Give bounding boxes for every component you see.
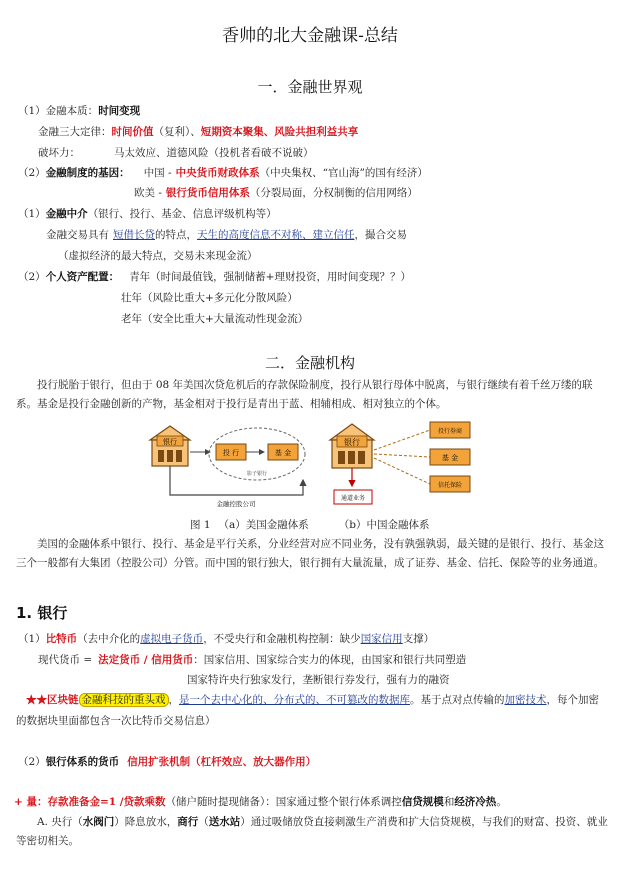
term-reserve-ratio: + 量：存款准备金=1 /贷款乘数	[14, 796, 166, 808]
text: 的特点，	[155, 229, 197, 241]
system: 中央货币财政体系	[175, 167, 260, 179]
text: 。	[496, 796, 507, 808]
term-blockchain: ★★区块链	[26, 694, 79, 706]
cn-channel-label: 通道业务	[340, 495, 366, 502]
term-water-valve: 水阀门	[82, 816, 115, 828]
label: （2）	[18, 271, 46, 283]
law-capital: 短期资本聚集、风险共担利益共享	[200, 126, 359, 138]
term-water-station: 送水站	[208, 816, 241, 828]
label: 金融三大定律：	[38, 126, 112, 138]
text: ：国家信用、国家综合实力的体现，由国家和银行共同塑造	[193, 654, 467, 666]
us-fund-label: 基 金	[274, 449, 292, 457]
section-heading-worldview: 一．金融世界观	[257, 78, 363, 96]
line-asset-young	[18, 270, 411, 284]
us-bank-label: 银行	[163, 438, 177, 446]
term-fiat-credit: 法定货币 / 信用货币	[98, 654, 194, 666]
link-national-credit[interactable]: 国家信用	[360, 633, 403, 645]
note: 青年（时间最值钱，强制储蓄+理财投资，用时间变现？？）	[129, 271, 411, 283]
page-title: 香帅的北大金融课-总结	[222, 26, 398, 46]
line-destructive	[38, 146, 314, 160]
label-bold: 金融中介	[45, 208, 88, 220]
text: 支撑）	[402, 633, 435, 645]
region: 中国 -	[143, 167, 172, 179]
paragraph-investment-banks: 投行脱胎于银行，但由于 08 年美国次贷危机后的存款保险制度，投行从银行母体中脱离，与银行继续有着千丝万缕的联系。基金是投行金融创新的产物，基金相对于投行是青出于蓝、相辅相成、相对独立的个体。	[16, 379, 593, 410]
cn-link-trust	[374, 430, 430, 450]
line-asset-middle: 壮年（风险比重大+多元化分散风险）	[121, 292, 298, 304]
cn-trust-label: 投行券商	[437, 428, 463, 435]
link-virtual-currency[interactable]: 虚拟电子货币	[140, 633, 204, 645]
line-modern-currency	[38, 653, 466, 667]
text: ）通过吸储放贷直接刺激生产消费和扩大信贷规模，与我们的财富、投资、就业等密切相关。	[16, 816, 608, 847]
note: （中央集权、“官山海”的国有经济）	[259, 167, 428, 179]
system: 银行货币信用体系	[165, 187, 250, 199]
line-central-bank: 国家特许央行独家发行，垄断银行券发行，强有力的融资	[187, 674, 450, 686]
line-gene-cn	[18, 166, 428, 180]
text: （去中介化的	[77, 633, 141, 645]
us-holding-label: 金融控股公司	[216, 500, 256, 508]
term-credit-scale: 信贷规模	[401, 796, 444, 808]
line-intermediary	[18, 207, 277, 221]
term-economy-temp: 经济冷热	[454, 796, 497, 808]
term-commercial-bank: 商行	[177, 816, 199, 828]
label: 破坏力：	[38, 147, 80, 159]
cn-insur-label: 信托保险	[437, 482, 463, 489]
line-transaction	[46, 228, 407, 242]
line-blockchain-cont: 的数据块里面都包含一次比特币交易信息）	[16, 715, 216, 727]
text: 和	[443, 796, 455, 808]
line-virtual: （虚拟经济的最大特点，交易未来现金流）	[58, 250, 258, 262]
value: 时间变现	[98, 105, 141, 117]
link-database[interactable]: 是一个去中心化的、分布式的、不可篡改的数据库	[179, 694, 410, 706]
cn-bank-icon	[330, 424, 374, 468]
value: 马太效应、道德风险（投机者看破不说破）	[114, 147, 314, 159]
line-three-laws	[38, 125, 358, 139]
label-bold: 金融制度的基因：	[45, 167, 130, 179]
link-info-asymmetry[interactable]: 天生的高度信息不对称、建立信任	[197, 229, 355, 241]
note: （银行、投行、基金、信息评级机构等）	[87, 208, 277, 220]
figure-financial-systems	[140, 420, 480, 518]
line-gene-eu	[134, 186, 418, 200]
us-bank-icon	[150, 426, 190, 466]
note: （分裂局面，分权制衡的信用网络）	[249, 187, 418, 199]
line-credit-expansion	[18, 755, 316, 769]
line-bitcoin	[18, 632, 434, 646]
cn-fund-label: 基 金	[441, 454, 459, 462]
note: （复利）、	[153, 126, 201, 138]
link-encryption[interactable]: 加密技术	[504, 694, 547, 706]
label: （1）金融本质：	[18, 105, 99, 117]
paragraph-central-bank	[16, 813, 608, 851]
paragraph-us-vs-cn: 美国的金融体系中银行、投行、基金是平行关系，分业经营对应不同业务，没有孰强孰弱，最关键的是银行、投行、基金这三个一般都有大集团（控股公司）分管。而中国的银行独大，银行拥有大量流量，成了证券、基金、信托、保险等的业务通道。	[16, 538, 604, 569]
caption-number: 图 1	[190, 519, 211, 531]
region: 欧美 -	[134, 187, 162, 199]
section-heading-institutions: 二．金融机构	[264, 354, 355, 372]
term-credit-mechanism: 信用扩张机制（杠杆效应、放大器作用）	[127, 756, 317, 768]
line-blockchain	[26, 693, 599, 707]
line-asset-old: 老年（安全比重大+大量流动性现金流）	[121, 313, 309, 325]
caption-a: （a）美国金融体系	[218, 519, 309, 531]
text: 。基于点对点传输的	[410, 694, 505, 706]
cn-bank-label: 银行	[344, 438, 360, 447]
figure-caption	[190, 518, 430, 532]
label: （1）	[18, 633, 46, 645]
label: （2）	[18, 167, 46, 179]
caption-b: （b）中国金融体系	[338, 519, 430, 531]
text: ，	[168, 694, 179, 706]
text: ，每个加密	[546, 694, 599, 706]
cn-link-insur	[374, 458, 430, 484]
section-heading-bank: 1. 银行	[16, 604, 68, 622]
label: （2）	[18, 756, 46, 768]
text: ）降息放水，	[114, 816, 178, 828]
us-shadow-label: 影子银行	[246, 471, 268, 477]
text: 金融交易具有	[46, 229, 109, 241]
term-bitcoin: 比特币	[45, 633, 78, 645]
line-essence	[18, 104, 140, 118]
label: （1）	[18, 208, 46, 220]
text: 现代货币 =	[38, 654, 93, 666]
text: ，撮合交易	[354, 229, 407, 241]
us-holding-connector	[170, 466, 303, 495]
label-bold: 银行体系的货币	[45, 756, 120, 768]
cn-link-fund	[374, 454, 430, 457]
highlight-fintech: 金融科技的重头戏	[79, 693, 169, 707]
text: （储户随时提现储备）：国家通过整个银行体系调控	[165, 796, 402, 808]
us-ib-label: 投 行	[222, 449, 240, 457]
text: （	[198, 816, 209, 828]
label-bold: 个人资产配置：	[45, 271, 120, 283]
law-time-value: 时间价值	[111, 126, 154, 138]
link-short-long[interactable]: 短借长贷	[113, 229, 155, 241]
text: A. 央行（	[37, 816, 83, 828]
line-reserve	[14, 795, 507, 809]
text: ，不受央行和金融机构控制：缺少	[203, 633, 361, 645]
